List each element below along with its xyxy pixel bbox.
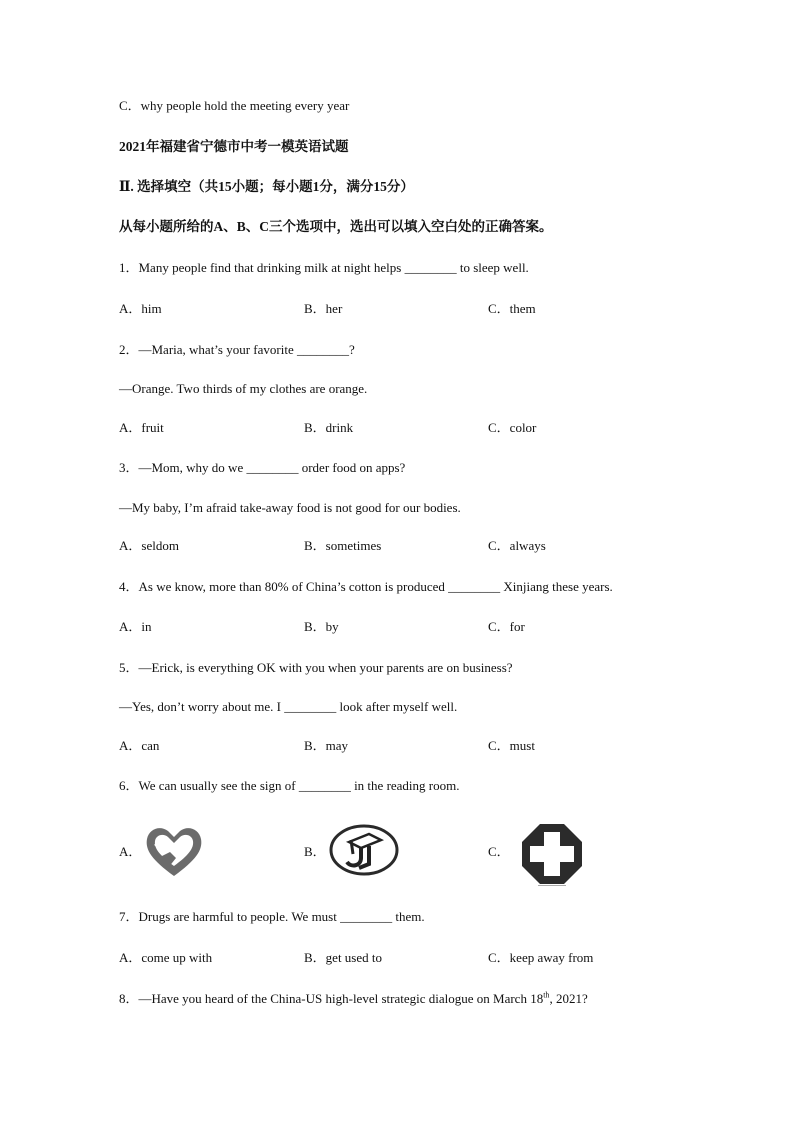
q5-option-b: B．may: [304, 738, 349, 753]
q7-option-a: A．come up with: [119, 950, 213, 965]
question-3: 3．—Mom, why do we ________ order food on apps?: [119, 460, 406, 475]
q2-option-a: A．fruit: [119, 420, 164, 435]
q4-option-c: C．for: [488, 619, 525, 634]
question-4: 4．As we know, more than 80% of China’s cotton is produced ________ Xinjiang these years.: [119, 579, 613, 594]
red-cross-icon: [518, 822, 586, 886]
question-5-reply: —Yes, don’t worry about me. I ________ look after myself well.: [119, 699, 458, 714]
q4-option-b: B．by: [304, 619, 339, 634]
q1-option-c: C．them: [488, 301, 536, 316]
q4-option-a: A．in: [119, 619, 152, 634]
q3-option-c: C．always: [488, 538, 546, 553]
q5-option-c: C．must: [488, 738, 535, 753]
question-8-text: 8．—Have you heard of the China-US high-level strategic dialogue on March 18: [119, 991, 544, 1006]
q5-option-a: A．can: [119, 738, 160, 753]
prev-option-c: C．why people hold the meeting every year: [119, 98, 350, 113]
heart-hand-icon: [142, 822, 206, 880]
question-2: 2．—Maria, what’s your favorite ________?: [119, 342, 355, 357]
q1-option-b: B．her: [304, 301, 343, 316]
question-1: 1．Many people find that drinking milk at night helps ________ to sleep well.: [119, 260, 529, 275]
question-3-reply: —My baby, I’m afraid take-away food is not good for our bodies.: [119, 500, 461, 515]
instruction-text: 从每小题所给的A、B、C三个选项中，选出可以填入空白处的正确答案。: [119, 219, 553, 234]
q6-option-a: A．: [119, 844, 142, 859]
section-heading: Ⅱ. 选择填空（共15小题；每小题1分，满分15分）: [119, 179, 414, 194]
page-title: 2021年福建省宁德市中考一模英语试题: [119, 139, 349, 154]
question-8-year: , 2021?: [549, 991, 588, 1006]
q2-option-c: C．color: [488, 420, 537, 435]
q6-option-b: B．: [304, 844, 326, 859]
q7-option-b: B．get used to: [304, 950, 382, 965]
question-6: 6．We can usually see the sign of ________ in the reading room.: [119, 778, 460, 793]
no-smoking-icon: [329, 824, 399, 876]
question-7: 7．Drugs are harmful to people. We must ________ them.: [119, 909, 425, 924]
q6-option-c: C．: [488, 844, 510, 859]
q3-option-a: A．seldom: [119, 538, 179, 553]
question-2-reply: —Orange. Two thirds of my clothes are orange.: [119, 381, 368, 396]
q7-option-c: C．keep away from: [488, 950, 594, 965]
question-5: 5．—Erick, is everything OK with you when your parents are on business?: [119, 660, 513, 675]
question-8: [119, 991, 588, 1007]
question-8-superscript: th: [543, 990, 550, 1000]
q3-option-b: B．sometimes: [304, 538, 382, 553]
q1-option-a: A．him: [119, 301, 162, 316]
q2-option-b: B．drink: [304, 420, 354, 435]
